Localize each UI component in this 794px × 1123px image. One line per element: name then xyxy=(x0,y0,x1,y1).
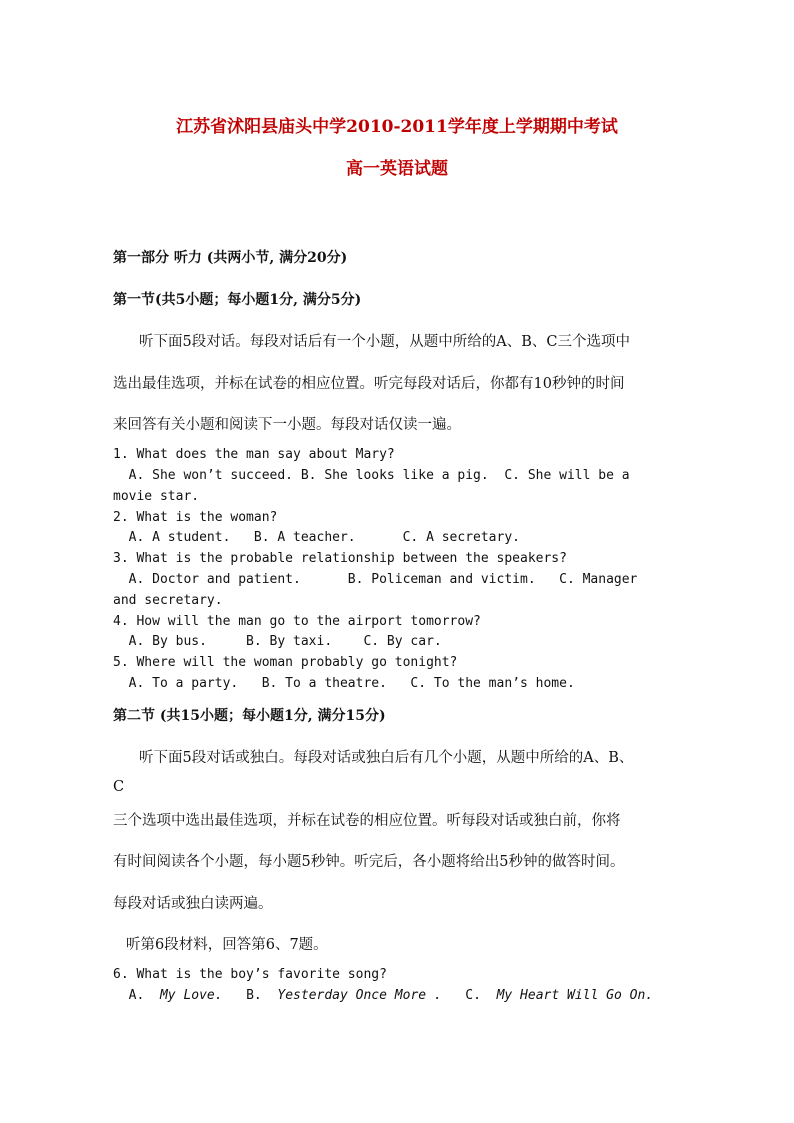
section1-instruction-line: 来回答有关小题和阅读下一小题。每段对话仅读一遍。 xyxy=(113,417,461,433)
question-line: A. Doctor and patient. B. Policeman and victim. C. Manager xyxy=(113,572,638,587)
question-line: and secretary. xyxy=(113,593,223,608)
option-label: B. xyxy=(222,988,278,1003)
exam-subtitle: 高一英语试题 xyxy=(346,159,448,179)
section2-instruction-line: 每段对话或独白读两遍。 xyxy=(113,896,273,912)
question-line: A. By bus. B. By taxi. C. By car. xyxy=(113,634,442,649)
question-line: 3. What is the probable relationship between the speakers? xyxy=(113,551,567,566)
question-stem: 6. What is the boy’s favorite song? xyxy=(113,967,387,982)
question-line: A. A student. B. A teacher. C. A secretary. xyxy=(113,530,520,545)
option-label: A. xyxy=(113,988,160,1003)
section2-instruction-line: 听下面5段对话或独白。每段对话或独白后有几个小题，从题中所给的A、B、 xyxy=(139,750,634,766)
section2-instruction-line: C xyxy=(113,779,125,795)
exam-title: 江苏省沭阳县庙头中学2010-2011学年度上学期期中考试 xyxy=(176,117,618,137)
section1-instruction-line: 听下面5段对话。每段对话后有一个小题，从题中所给的A、B、C三个选项中 xyxy=(139,334,630,350)
option-text: My Love. xyxy=(159,988,223,1003)
section1-instruction-line: 选出最佳选项，并标在试卷的相应位置。听完每段对话后，你都有10秒钟的时间 xyxy=(113,376,625,392)
section2-heading: 第二节 (共15小题；每小题1分, 满分15分) xyxy=(113,708,386,724)
option-label: C. xyxy=(441,988,497,1003)
material-note: 听第6段材料，回答第6、7题。 xyxy=(126,937,328,953)
question-line: A. She won’t succeed. B. She looks like a pig. C. She will be a xyxy=(113,468,630,483)
question-line: A. To a party. B. To a theatre. C. To the man’s home. xyxy=(113,676,575,691)
option-text: Yesterday Once More . xyxy=(277,988,442,1003)
question-line: 4. How will the man go to the airport tomorrow? xyxy=(113,614,481,629)
section2-instruction-line: 三个选项中选出最佳选项，并标在试卷的相应位置。听每段对话或独白前，你将 xyxy=(113,813,621,829)
option-text: My Heart Will Go On. xyxy=(496,988,654,1003)
question-line: 1. What does the man say about Mary? xyxy=(113,447,395,462)
question-line: 2. What is the woman? xyxy=(113,510,278,525)
section1-heading: 第一节(共5小题；每小题1分, 满分5分) xyxy=(113,292,362,308)
part1-heading: 第一部分 听力 (共两小节, 满分20分) xyxy=(113,250,348,266)
question-options xyxy=(113,988,653,1003)
question-line: movie star. xyxy=(113,489,200,504)
question-line: 5. Where will the woman probably go tonight? xyxy=(113,655,458,670)
section2-instruction-line: 有时间阅读各个小题，每小题5秒钟。听完后，各小题将给出5秒钟的做答时间。 xyxy=(113,854,625,870)
